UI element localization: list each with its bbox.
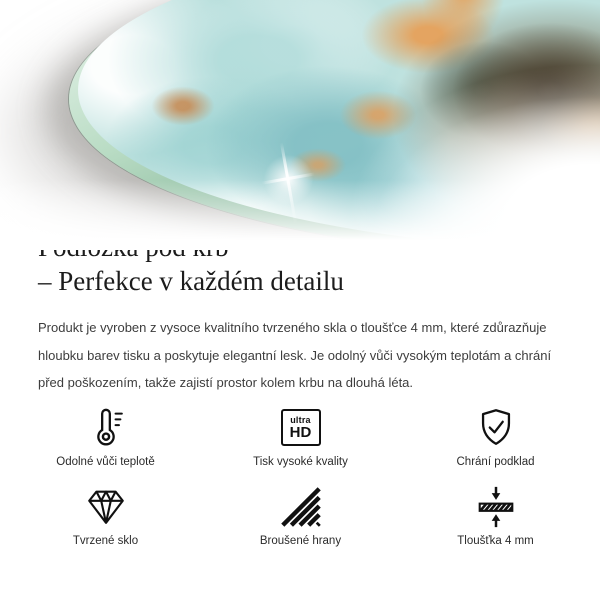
feature-heat-resistant bbox=[8, 405, 203, 470]
ultra-hd-icon-text-top: ultra bbox=[290, 414, 311, 425]
features-grid bbox=[8, 405, 593, 549]
feature-label: Tisk vysoké kvality bbox=[253, 455, 348, 468]
beveled-edges-icon bbox=[278, 484, 324, 530]
diamond-icon bbox=[83, 484, 129, 530]
shield-check-icon bbox=[473, 405, 519, 451]
product-photo bbox=[0, 0, 600, 250]
product-title-line2: – Perfekce v každém detailu bbox=[38, 266, 344, 296]
ultra-hd-icon-text-bottom: HD bbox=[289, 423, 312, 441]
feature-beveled-edges bbox=[203, 484, 398, 549]
feature-protects-surface bbox=[398, 405, 593, 470]
feature-label: Tloušťka 4 mm bbox=[457, 534, 534, 547]
feature-label: Odolné vůči teplotě bbox=[56, 455, 155, 468]
product-description: Produkt je vyroben z vysoce kvalitního tvrzeného skla o tloušťce 4 mm, které zdůrazňuje hloubku barev tisku a poskytuje elegantní lesk. Je odolný vůči vysokým teplotám a chrání před poškozením, takže zajistí prostor kolem krbu na dlouhá léta. bbox=[38, 320, 552, 390]
thickness-icon bbox=[473, 484, 519, 530]
thermometer-icon bbox=[83, 405, 129, 451]
feature-print-quality bbox=[203, 405, 398, 470]
feature-label: Broušené hrany bbox=[259, 534, 342, 547]
feature-thickness bbox=[398, 484, 593, 549]
feature-tempered-glass bbox=[8, 484, 203, 549]
feature-label: Chrání podklad bbox=[456, 455, 535, 468]
photo-fade bbox=[0, 0, 600, 250]
ultra-hd-icon bbox=[278, 405, 324, 451]
feature-label: Tvrzené sklo bbox=[72, 534, 139, 547]
